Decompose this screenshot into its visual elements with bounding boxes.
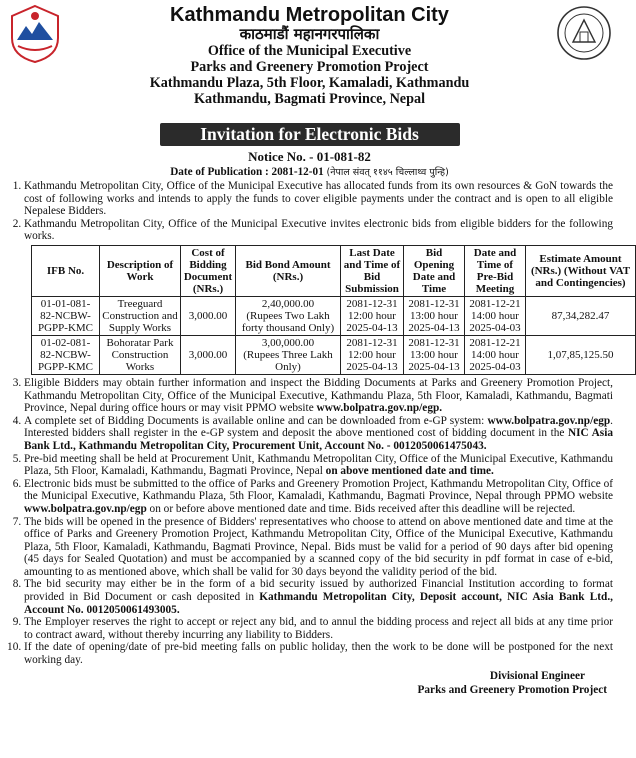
notice-number: Notice No. - 01-081-82 xyxy=(248,149,371,164)
bids-table xyxy=(31,245,636,375)
submission-date: 2081-12-31 xyxy=(346,297,398,310)
opening-ad: 2025-04-13 xyxy=(408,321,460,334)
col-bid-bond: Bid Bond Amount (NRs.) xyxy=(236,245,341,296)
item-text: , which shall be valid for 30 days beyond the validity period of the bid. xyxy=(176,565,498,578)
bid-bond-amount: 3,00,000.00 xyxy=(261,336,315,349)
list-item xyxy=(24,415,613,453)
submission-deadline xyxy=(341,335,404,374)
prebid-ad: 2025-04-03 xyxy=(469,321,521,334)
doc-cost: 3,000.00 xyxy=(181,335,236,374)
list-item xyxy=(24,516,613,579)
prebid-date: 2081-12-21 xyxy=(469,297,521,310)
item-text: Electronic bids must be submitted to the office of Parks and Greenery Promotion Project, Kathmandu Metropolitan City, Office of the Municipal Executive, Kathmandu Plaza, 5th Floor, Kamaladi, Kathmandu, Bagmati Province, Nepal through PPMO website xyxy=(24,477,613,503)
col-submission: Last Date and Time of Bid Submission xyxy=(341,245,404,296)
bid-bond xyxy=(236,335,341,374)
col-description: Description of Work xyxy=(100,245,181,296)
prebid-time: 14:00 hour xyxy=(471,309,519,322)
col-estimate: Estimate Amount (NRs.) (Without VAT and Contingencies) xyxy=(526,245,636,296)
list-item xyxy=(24,478,613,516)
list-item: 1. Kathmandu Metropolitan City, Office of the Municipal Executive has allocated funds from its own resources & GoN towards the cost of following works and intends to apply the funds to cover eligible payments under the contract and is open to all eligible Nepalese Bidders. xyxy=(24,180,613,218)
opening-time: 13:00 hour xyxy=(410,309,458,322)
item-text: The bid security may either be in the form of a bid security issued by authorized Financial Institution according to format provided in Bid Document or cash deposited in xyxy=(24,578,613,604)
address-line-2: Kathmandu, Bagmati Province, Nepal xyxy=(193,91,426,107)
website-link[interactable]: www.bolpatra.gov.np/egp. xyxy=(316,402,443,415)
work-description: Treeguard Construction and Supply Works xyxy=(100,296,181,335)
item-text: Pre-bid meeting shall be held at Procurement Unit, Kathmandu Metropolitan City, Office of the Municipal Executive, Kathmandu Plaza, 5th Floor, Kamaladi, Kathmandu, Bagmati Province, Nepal xyxy=(24,452,613,478)
ifb-no: 01-01-081-82-NCBW-PGPP-KMC xyxy=(32,296,100,335)
col-prebid: Date and Time of Pre-Bid Meeting xyxy=(465,245,526,296)
prebid-meeting xyxy=(465,296,526,335)
item-text: . Interested bidders shall register in the e-GP system and deposit the above mentioned cost of bidding document in the xyxy=(24,414,613,440)
project-name: Parks and Greenery Promotion Project xyxy=(190,59,429,75)
prebid-ad: 2025-04-03 xyxy=(469,360,521,373)
item-text: Kathmandu Metropolitan City, Office of the Municipal Executive invites electronic bids from eligible bidders for the following works. xyxy=(24,217,613,243)
list-item xyxy=(24,578,613,616)
website-link[interactable]: www.bolpatra.gov.np/egp xyxy=(24,502,147,515)
signature-block xyxy=(0,669,619,697)
letterhead xyxy=(0,0,619,120)
doc-cost: 3,000.00 xyxy=(181,296,236,335)
col-cost: Cost of Bidding Document (NRs.) xyxy=(181,245,236,296)
publication-date-nepali: (नेपाल संवत् ११४५ चिल्लाथ्व पुन्हि) xyxy=(326,167,449,178)
signature-title: Divisional Engineer xyxy=(489,669,585,682)
submission-date: 2081-12-31 xyxy=(346,336,398,349)
list-item: 10. If the date of opening/date of pre-bid meeting falls on public holiday, then the work to be done will be postponed for the next working day. xyxy=(24,641,613,666)
bid-opening xyxy=(404,296,465,335)
opening-date: 2081-12-31 xyxy=(408,297,460,310)
bid-opening xyxy=(404,335,465,374)
col-ifb-no: IFB No. xyxy=(32,245,100,296)
table-header-row xyxy=(32,245,636,296)
item-emphasis: on above mentioned date and time. xyxy=(325,465,494,478)
list-item xyxy=(24,377,613,415)
signature-project: Parks and Greenery Promotion Project xyxy=(417,683,607,696)
estimate-amount: 1,07,85,125.50 xyxy=(526,335,636,374)
work-description: Bohoratar Park Construction Works xyxy=(100,335,181,374)
prebid-time: 14:00 hour xyxy=(471,348,519,361)
office-name: Office of the Municipal Executive xyxy=(207,43,412,59)
website-link[interactable]: www.bolpatra.gov.np/egp xyxy=(487,414,611,427)
submission-time: 12:00 hour xyxy=(348,309,396,322)
submission-ad: 2025-04-13 xyxy=(346,360,398,373)
list-item xyxy=(24,453,613,478)
list-item: 9. The Employer reserves the right to accept or reject any bid, and to annul the bidding process and reject all bids at any time prior to contract award, without thereby incurring any liability to Bidders. xyxy=(24,616,613,641)
table-row xyxy=(32,335,636,374)
item-text: The bids will be opened in the presence of Bidders' representatives who choose to attend on above mentioned date and time at the office of Parks and Greenery Promotion Project, Kathmandu Metropolitan City, Office of the Municipal Executive, Kathmandu Plaza, 5th Floor, Kamaladi, Kathmandu, Bagmati Province, Nepal. Bids must be valid for a period of 90 days after bid opening (45 days for Sealed Quotation) and must be accompanied by a scanned copy of the bid security in pdf format in case of e-bid, amounting to as mentioned above xyxy=(24,515,613,578)
bank-account: NIC Asia Bank Ltd., Kathmandu Metropolitan City, Procurement Unit, Account No. - 0012050061475043. xyxy=(24,427,613,452)
org-title-nepali: काठमाडौं महानगरपालिका xyxy=(239,25,380,43)
col-opening: Bid Opening Date and Time xyxy=(404,245,465,296)
prebid-date: 2081-12-21 xyxy=(469,336,521,349)
table-row xyxy=(32,296,636,335)
submission-ad: 2025-04-13 xyxy=(346,321,398,334)
item-text: A complete set of Bidding Documents is available online and can be downloaded from e-GP system: xyxy=(24,414,488,427)
bid-bond-words: (Rupees Three Lakh Only) xyxy=(243,348,333,373)
seal-icon xyxy=(555,4,613,62)
bid-bond-amount: 2,40,000.00 xyxy=(261,297,315,310)
notice-banner: Invitation for Electronic Bids xyxy=(160,123,460,146)
bank-account: Kathmandu Metropolitan City, Deposit account, NIC Asia Bank Ltd., Account No. 0012050061493005. xyxy=(24,591,613,616)
item-text: on or before above mentioned date and time. Bids received after this deadline will be rejected. xyxy=(146,502,576,515)
submission-deadline xyxy=(341,296,404,335)
address-line-1: Kathmandu Plaza, 5th Floor, Kamaladi, Kathmandu xyxy=(149,75,470,91)
bid-bond xyxy=(236,296,341,335)
notice-items xyxy=(0,180,631,667)
publication-date-label: Date of Publication : 2081-12-01 xyxy=(170,166,324,178)
org-title: Kathmandu Metropolitan City xyxy=(170,4,449,26)
kmc-emblem-icon xyxy=(6,4,64,64)
opening-time: 13:00 hour xyxy=(410,348,458,361)
estimate-amount: 87,34,282.47 xyxy=(526,296,636,335)
opening-ad: 2025-04-13 xyxy=(408,360,460,373)
item-text: Eligible Bidders may obtain further information and inspect the Bidding Documents at Parks and Greenery Promotion Project, Kathmandu Metropolitan City, Office of the Municipal Executive, Kathmandu Plaza, 5th Floor, Kamaladi, Kathmandu, Bagmati Province, Nepal during office hours or may visit PPMO website xyxy=(24,376,613,415)
ifb-no: 01-02-081-82-NCBW-PGPP-KMC xyxy=(32,335,100,374)
opening-date: 2081-12-31 xyxy=(408,336,460,349)
list-item xyxy=(24,217,631,375)
bid-bond-words: (Rupees Two Lakh forty thousand Only) xyxy=(241,309,335,334)
prebid-meeting xyxy=(465,335,526,374)
publication-date xyxy=(0,165,619,180)
submission-time: 12:00 hour xyxy=(348,348,396,361)
